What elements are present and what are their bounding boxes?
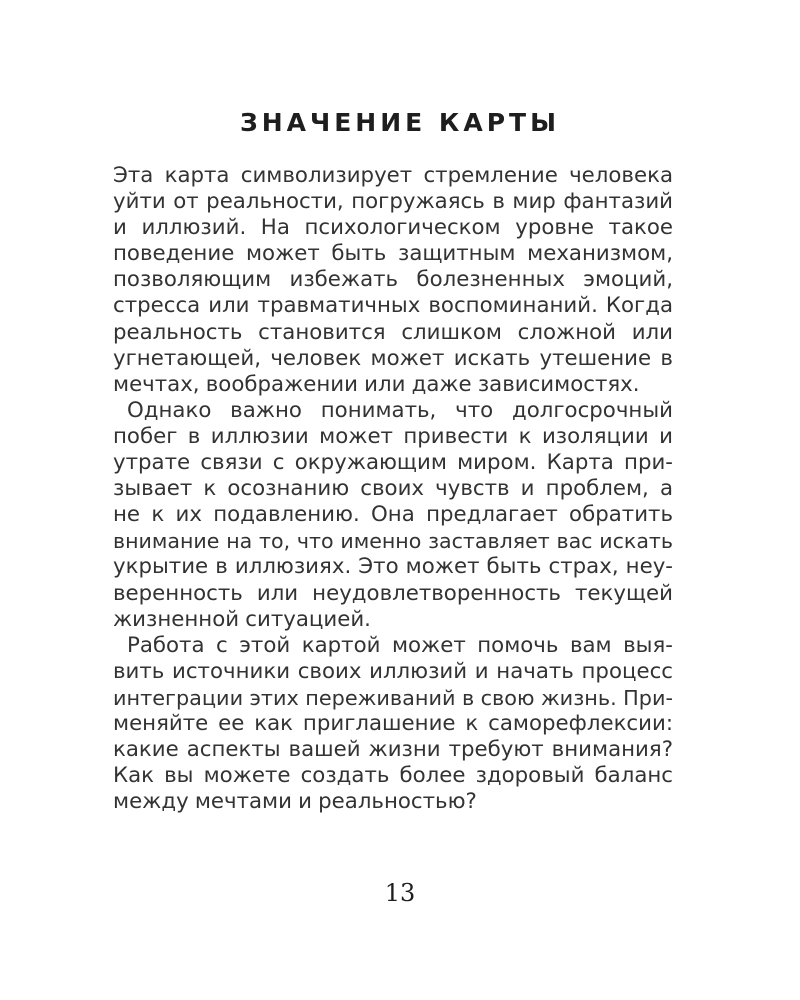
text-line: интеграции этих переживаний в свою жизнь. При- <box>113 685 673 710</box>
text-line: и иллюзий. На психологическом уровне такое <box>113 215 673 241</box>
text-line: уйти от реальности, погружаясь в мир фантазий <box>113 189 673 215</box>
text-line: укрытие в иллюзиях. Это может быть страх, неу- <box>113 554 673 580</box>
text-line: Как вы можете создать более здоровый баланс <box>113 763 673 789</box>
text-line: утрате связи с окружающим миром. Карта при- <box>113 450 673 476</box>
text-line: стресса или травматичных воспоминаний. Когда <box>113 293 673 319</box>
text-line: позволяющим избежать болезненных эмоций, <box>113 267 673 293</box>
text-line: не к их подавлению. Она предлагает обратить <box>113 502 673 528</box>
text-line: меняйте ее как приглашение к саморефлексии: <box>113 710 673 736</box>
text-line: поведение может быть защитным механизмом, <box>113 241 673 267</box>
text-line: угнетающей, человек может искать утешение в <box>113 345 673 371</box>
text-line: какие аспекты вашей жизни требуют внимания? <box>113 737 673 763</box>
text-line: между мечтами и реальностью? <box>113 789 477 815</box>
text-line: побег в иллюзии может привести к изоляции и <box>113 423 673 449</box>
text-line: Работа с этой картой может помочь вам выя- <box>127 632 673 658</box>
text-line: внимание на то, что именно заставляет вас искать <box>113 529 673 554</box>
text-line: жизненной ситуацией. <box>113 606 371 632</box>
page-title: ЗНАЧЕНИЕ КАРТЫ <box>239 108 560 137</box>
text-line: вить источники своих иллюзий и начать процесс <box>113 658 673 684</box>
text-line: Эта карта символизирует стремление человека <box>113 163 673 188</box>
text-line: реальность становится слишком сложной или <box>113 319 673 345</box>
body-text <box>113 163 673 815</box>
text-line: мечтах, воображении или даже зависимостях. <box>113 371 640 397</box>
text-line: Однако важно понимать, что долгосрочный <box>127 397 673 423</box>
text-line: зывает к осознанию своих чувств и проблем, а <box>113 476 673 502</box>
text-line: веренность или неудовлетворенность текущей <box>113 580 673 606</box>
page-number: 13 <box>384 879 416 907</box>
